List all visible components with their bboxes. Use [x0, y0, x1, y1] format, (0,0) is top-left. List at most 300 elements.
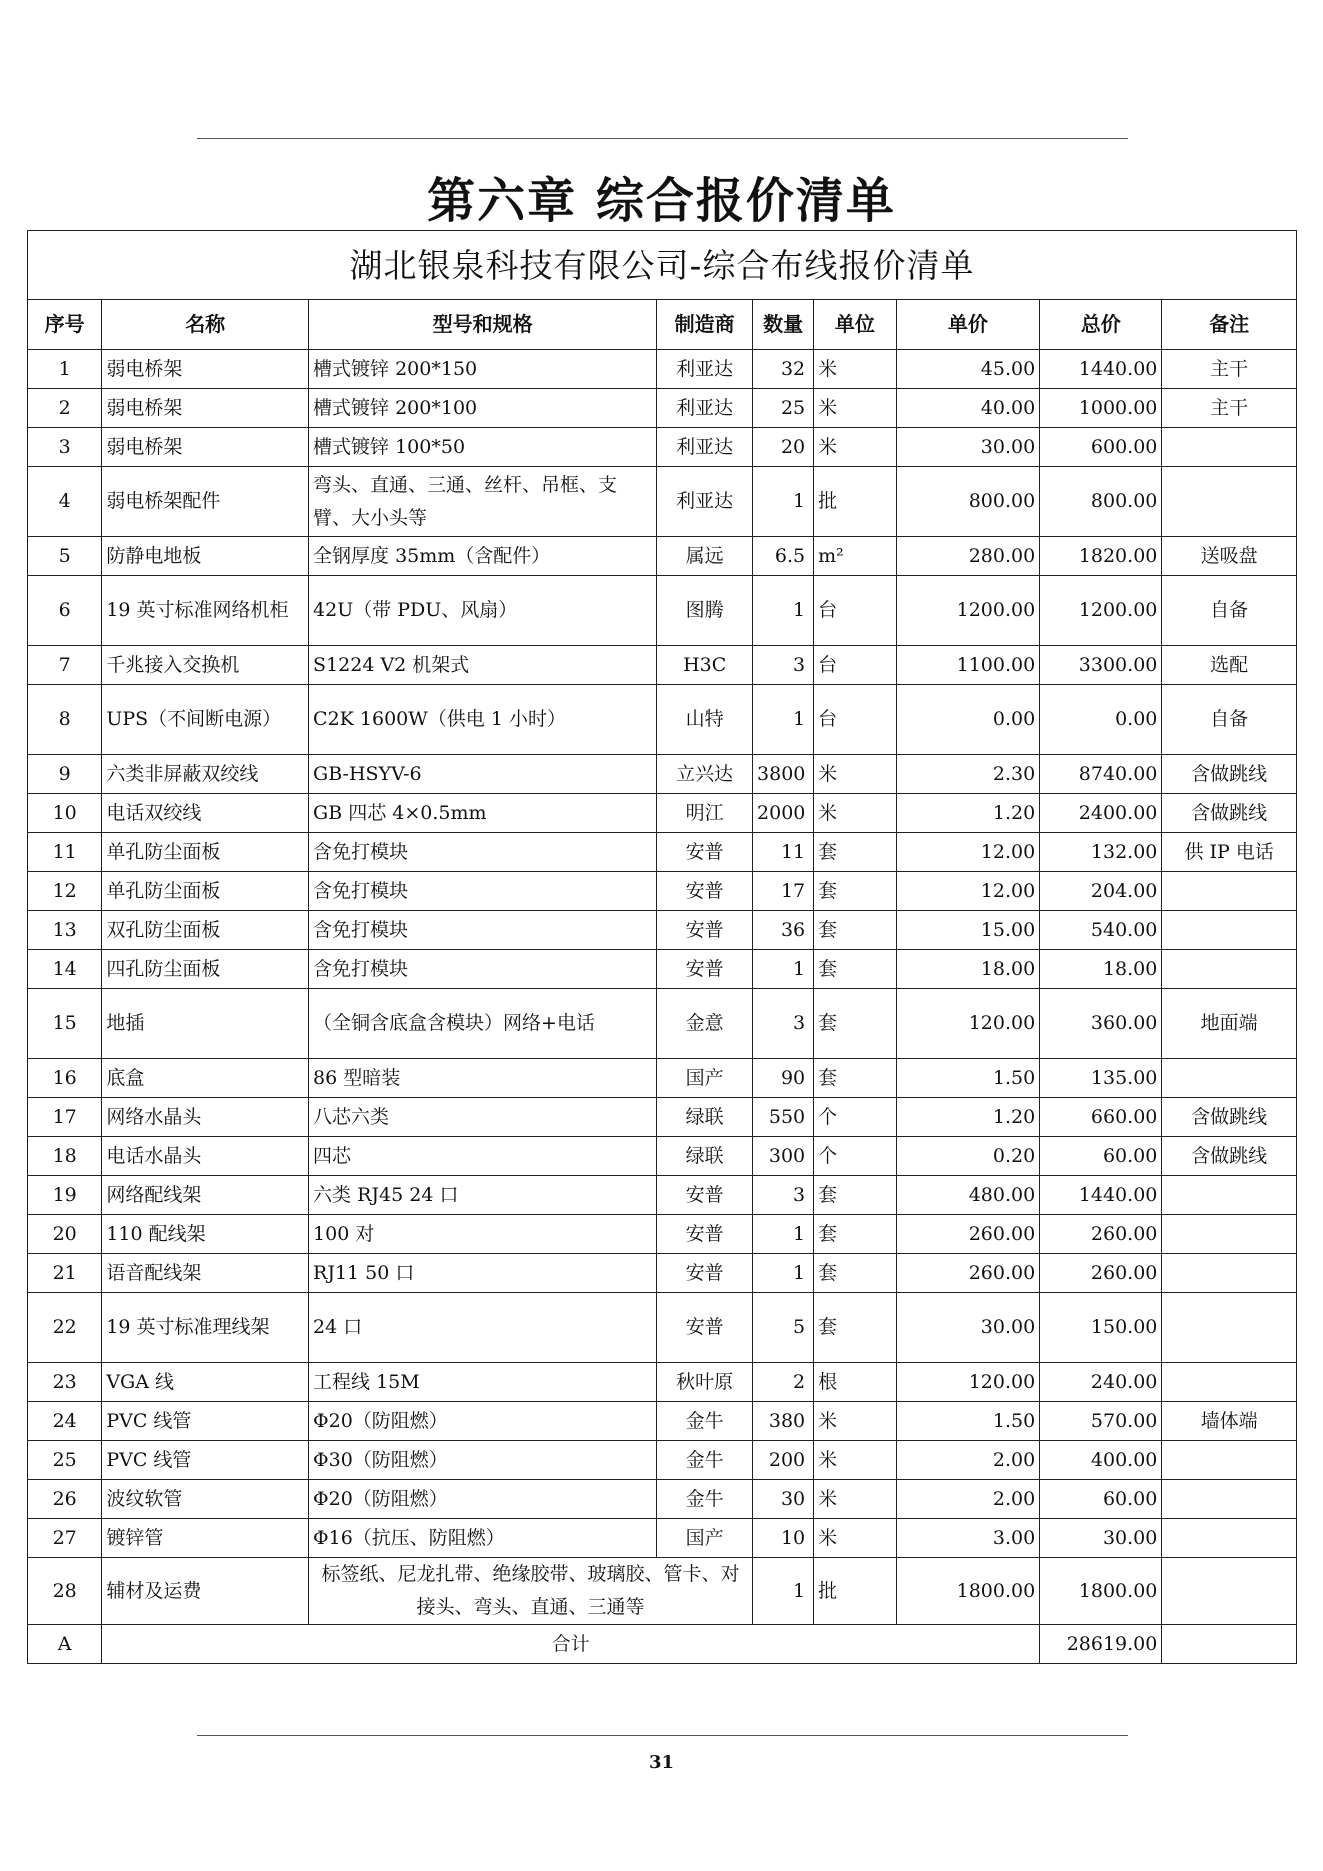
cell-price: 1.50: [896, 1402, 1040, 1441]
cell-spec: 含免打模块: [309, 950, 657, 989]
table-row: [28, 1215, 1297, 1254]
cell-maker: 利亚达: [657, 350, 753, 389]
cell-name: 网络水晶头: [102, 1098, 309, 1137]
cell-unit: 米: [814, 428, 896, 467]
cell-spec: C2K 1600W（供电 1 小时）: [309, 685, 657, 755]
cell-qty: 20: [753, 428, 814, 467]
cell-qty: 3: [753, 1176, 814, 1215]
table-row: [28, 537, 1297, 576]
cell-qty: 380: [753, 1402, 814, 1441]
table-row: [28, 872, 1297, 911]
cell-unit: 米: [814, 755, 896, 794]
cell-price: 480.00: [896, 1176, 1040, 1215]
cell-maker: 金牛: [657, 1402, 753, 1441]
cell-name: 弱电桥架: [102, 350, 309, 389]
cell-maker: 绿联: [657, 1098, 753, 1137]
cell-qty: 1: [753, 467, 814, 537]
cell-name: 底盒: [102, 1059, 309, 1098]
cell-price: 1100.00: [896, 646, 1040, 685]
cell-maker: 山特: [657, 685, 753, 755]
cell-total: 60.00: [1040, 1480, 1162, 1519]
cell-total: 1800.00: [1040, 1558, 1162, 1625]
cell-price: 18.00: [896, 950, 1040, 989]
cell-spec: 42U（带 PDU、风扇）: [309, 576, 657, 646]
header-no: 序号: [28, 300, 102, 350]
cell-total: 1820.00: [1040, 537, 1162, 576]
cell-note: 含做跳线: [1162, 1098, 1297, 1137]
cell-total: 600.00: [1040, 428, 1162, 467]
cell-name: PVC 线管: [102, 1441, 309, 1480]
cell-maker: 安普: [657, 1293, 753, 1363]
cell-total: 18.00: [1040, 950, 1162, 989]
cell-price: 2.30: [896, 755, 1040, 794]
table-row: [28, 833, 1297, 872]
cell-spec: RJ11 50 口: [309, 1254, 657, 1293]
cell-note: [1162, 950, 1297, 989]
cell-total: 60.00: [1040, 1137, 1162, 1176]
table-row: [28, 950, 1297, 989]
cell-total: 260.00: [1040, 1215, 1162, 1254]
cell-no: 15: [28, 989, 102, 1059]
cell-unit: 批: [814, 1558, 896, 1625]
header-price: 单价: [896, 300, 1040, 350]
cell-unit: 根: [814, 1363, 896, 1402]
cell-unit: 米: [814, 1402, 896, 1441]
cell-spec: S1224 V2 机架式: [309, 646, 657, 685]
cell-no: 9: [28, 755, 102, 794]
cell-total: 132.00: [1040, 833, 1162, 872]
table-body: [28, 350, 1297, 1625]
total-row-label: 合计: [102, 1625, 1040, 1664]
cell-unit: 套: [814, 833, 896, 872]
cell-unit: 米: [814, 389, 896, 428]
cell-note: 供 IP 电话: [1162, 833, 1297, 872]
cell-unit: 套: [814, 1254, 896, 1293]
cell-note: 自备: [1162, 576, 1297, 646]
cell-maker: 国产: [657, 1519, 753, 1558]
table-row: [28, 755, 1297, 794]
cell-no: 11: [28, 833, 102, 872]
cell-no: 12: [28, 872, 102, 911]
cell-note: [1162, 1519, 1297, 1558]
table-row: [28, 1519, 1297, 1558]
cell-qty: 17: [753, 872, 814, 911]
cell-maker: 安普: [657, 911, 753, 950]
table-row: [28, 1098, 1297, 1137]
cell-spec: GB-HSYV-6: [309, 755, 657, 794]
cell-no: 22: [28, 1293, 102, 1363]
cell-qty: 10: [753, 1519, 814, 1558]
cell-name: 弱电桥架配件: [102, 467, 309, 537]
table-row: [28, 1059, 1297, 1098]
cell-total: 3300.00: [1040, 646, 1162, 685]
cell-note: [1162, 1480, 1297, 1519]
cell-maker: 安普: [657, 872, 753, 911]
cell-price: 0.20: [896, 1137, 1040, 1176]
cell-qty: 550: [753, 1098, 814, 1137]
cell-total: 2400.00: [1040, 794, 1162, 833]
cell-name: 电话双绞线: [102, 794, 309, 833]
cell-name: 19 英寸标准网络机柜: [102, 576, 309, 646]
cell-name: 19 英寸标准理线架: [102, 1293, 309, 1363]
cell-maker: 国产: [657, 1059, 753, 1098]
cell-note: [1162, 1254, 1297, 1293]
cell-maker: 金牛: [657, 1480, 753, 1519]
cell-total: 800.00: [1040, 467, 1162, 537]
cell-maker: 利亚达: [657, 389, 753, 428]
cell-qty: 1: [753, 1558, 814, 1625]
cell-total: 30.00: [1040, 1519, 1162, 1558]
cell-unit: 米: [814, 350, 896, 389]
cell-name: 110 配线架: [102, 1215, 309, 1254]
cell-unit: 套: [814, 1059, 896, 1098]
cell-price: 120.00: [896, 1363, 1040, 1402]
cell-no: 16: [28, 1059, 102, 1098]
table-row: [28, 1480, 1297, 1519]
cell-qty: 2000: [753, 794, 814, 833]
cell-note: [1162, 1215, 1297, 1254]
cell-maker: 金意: [657, 989, 753, 1059]
cell-spec: Φ20（防阻燃）: [309, 1480, 657, 1519]
cell-no: 10: [28, 794, 102, 833]
cell-qty: 3800: [753, 755, 814, 794]
cell-unit: 台: [814, 646, 896, 685]
cell-total: 260.00: [1040, 1254, 1162, 1293]
cell-maker: 安普: [657, 950, 753, 989]
cell-note: [1162, 467, 1297, 537]
cell-price: 15.00: [896, 911, 1040, 950]
table-row: [28, 1402, 1297, 1441]
table-row: [28, 1137, 1297, 1176]
table-row: [28, 685, 1297, 755]
table-row: [28, 467, 1297, 537]
cell-maker: 利亚达: [657, 467, 753, 537]
cell-name: 镀锌管: [102, 1519, 309, 1558]
cell-spec: Φ16（抗压、防阻燃）: [309, 1519, 657, 1558]
cell-maker: 秋叶原: [657, 1363, 753, 1402]
cell-note: [1162, 1176, 1297, 1215]
cell-spec: （全铜含底盒含模块）网络+电话: [309, 989, 657, 1059]
cell-maker: 立兴达: [657, 755, 753, 794]
cell-qty: 2: [753, 1363, 814, 1402]
cell-price: 1.20: [896, 1098, 1040, 1137]
cell-total: 240.00: [1040, 1363, 1162, 1402]
cell-note: [1162, 1059, 1297, 1098]
cell-qty: 5: [753, 1293, 814, 1363]
cell-price: 2.00: [896, 1441, 1040, 1480]
cell-maker: 属远: [657, 537, 753, 576]
cell-name: VGA 线: [102, 1363, 309, 1402]
cell-spec: 槽式镀锌 200*100: [309, 389, 657, 428]
cell-unit: 套: [814, 989, 896, 1059]
cell-total: 135.00: [1040, 1059, 1162, 1098]
cell-note: 含做跳线: [1162, 794, 1297, 833]
cell-maker: 明江: [657, 794, 753, 833]
cell-name: 弱电桥架: [102, 389, 309, 428]
cell-maker: 图腾: [657, 576, 753, 646]
table-row: [28, 911, 1297, 950]
cell-qty: 32: [753, 350, 814, 389]
cell-price: 280.00: [896, 537, 1040, 576]
table-row: [28, 576, 1297, 646]
cell-qty: 1: [753, 576, 814, 646]
cell-price: 3.00: [896, 1519, 1040, 1558]
cell-unit: 套: [814, 950, 896, 989]
cell-maker: 安普: [657, 833, 753, 872]
table-row: [28, 350, 1297, 389]
table-row: [28, 1176, 1297, 1215]
cell-qty: 3: [753, 646, 814, 685]
cell-qty: 6.5: [753, 537, 814, 576]
table-row: [28, 1254, 1297, 1293]
cell-total: 540.00: [1040, 911, 1162, 950]
cell-total: 150.00: [1040, 1293, 1162, 1363]
cell-maker: H3C: [657, 646, 753, 685]
cell-note: 自备: [1162, 685, 1297, 755]
header-qty: 数量: [753, 300, 814, 350]
cell-price: 1800.00: [896, 1558, 1040, 1625]
cell-name: 地插: [102, 989, 309, 1059]
cell-spec: 槽式镀锌 200*150: [309, 350, 657, 389]
cell-price: 800.00: [896, 467, 1040, 537]
total-row-amount: 28619.00: [1040, 1625, 1162, 1664]
cell-spec: 六类 RJ45 24 口: [309, 1176, 657, 1215]
cell-spec: GB 四芯 4×0.5mm: [309, 794, 657, 833]
header-name: 名称: [102, 300, 309, 350]
cell-name: 网络配线架: [102, 1176, 309, 1215]
cell-no: 26: [28, 1480, 102, 1519]
cell-note: 主干: [1162, 389, 1297, 428]
cell-name: 千兆接入交换机: [102, 646, 309, 685]
table-row: [28, 1363, 1297, 1402]
cell-name: 六类非屏蔽双绞线: [102, 755, 309, 794]
cell-qty: 3: [753, 989, 814, 1059]
cell-spec: 弯头、直通、三通、丝杆、吊框、支臂、大小头等: [309, 467, 657, 537]
cell-unit: m²: [814, 537, 896, 576]
cell-no: 17: [28, 1098, 102, 1137]
cell-price: 30.00: [896, 1293, 1040, 1363]
cell-total: 8740.00: [1040, 755, 1162, 794]
cell-maker: 安普: [657, 1176, 753, 1215]
cell-total: 1440.00: [1040, 350, 1162, 389]
cell-note: 墙体端: [1162, 1402, 1297, 1441]
cell-no: 1: [28, 350, 102, 389]
table-row: [28, 646, 1297, 685]
cell-price: 1.50: [896, 1059, 1040, 1098]
cell-price: 1.20: [896, 794, 1040, 833]
cell-total: 400.00: [1040, 1441, 1162, 1480]
cell-qty: 200: [753, 1441, 814, 1480]
cell-name: 语音配线架: [102, 1254, 309, 1293]
cell-qty: 1: [753, 950, 814, 989]
table-title: 湖北银泉科技有限公司-综合布线报价清单: [28, 231, 1297, 300]
cell-no: 21: [28, 1254, 102, 1293]
header-unit: 单位: [814, 300, 896, 350]
cell-price: 120.00: [896, 989, 1040, 1059]
cell-name: 双孔防尘面板: [102, 911, 309, 950]
table-row: [28, 428, 1297, 467]
cell-note: 送吸盘: [1162, 537, 1297, 576]
cell-no: 28: [28, 1558, 102, 1625]
cell-spec: 槽式镀锌 100*50: [309, 428, 657, 467]
header-note: 备注: [1162, 300, 1297, 350]
cell-spec: 八芯六类: [309, 1098, 657, 1137]
cell-spec: 四芯: [309, 1137, 657, 1176]
page-number: 31: [648, 1752, 675, 1773]
cell-price: 260.00: [896, 1215, 1040, 1254]
cell-no: 3: [28, 428, 102, 467]
cell-note: 选配: [1162, 646, 1297, 685]
cell-qty: 30: [753, 1480, 814, 1519]
cell-price: 40.00: [896, 389, 1040, 428]
cell-no: 4: [28, 467, 102, 537]
cell-price: 12.00: [896, 872, 1040, 911]
total-row-no: A: [28, 1625, 102, 1664]
cell-note: [1162, 1441, 1297, 1480]
cell-name: 弱电桥架: [102, 428, 309, 467]
cell-spec: 含免打模块: [309, 911, 657, 950]
cell-spec: 含免打模块: [309, 872, 657, 911]
cell-maker: 绿联: [657, 1137, 753, 1176]
cell-total: 1440.00: [1040, 1176, 1162, 1215]
cell-price: 12.00: [896, 833, 1040, 872]
cell-spec: 86 型暗装: [309, 1059, 657, 1098]
cell-total: 360.00: [1040, 989, 1162, 1059]
cell-no: 5: [28, 537, 102, 576]
table-row: [28, 989, 1297, 1059]
cell-unit: 套: [814, 1215, 896, 1254]
cell-unit: 米: [814, 794, 896, 833]
cell-note: [1162, 1558, 1297, 1625]
cell-unit: 台: [814, 685, 896, 755]
cell-maker: 利亚达: [657, 428, 753, 467]
cell-qty: 11: [753, 833, 814, 872]
footer-rule: [197, 1735, 1128, 1736]
cell-note: 含做跳线: [1162, 755, 1297, 794]
cell-name: 波纹软管: [102, 1480, 309, 1519]
cell-spec: 工程线 15M: [309, 1363, 657, 1402]
cell-qty: 1: [753, 685, 814, 755]
table-row: [28, 794, 1297, 833]
cell-price: 45.00: [896, 350, 1040, 389]
cell-note: [1162, 1363, 1297, 1402]
table-row: [28, 1441, 1297, 1480]
cell-spec: Φ30（防阻燃）: [309, 1441, 657, 1480]
total-row-note: [1162, 1625, 1297, 1664]
table-row: [28, 1558, 1297, 1625]
cell-unit: 套: [814, 1293, 896, 1363]
cell-qty: 25: [753, 389, 814, 428]
cell-name: 辅材及运费: [102, 1558, 309, 1625]
header-spec: 型号和规格: [309, 300, 657, 350]
cell-no: 23: [28, 1363, 102, 1402]
quote-table: [27, 230, 1297, 1664]
table-header-row: [28, 300, 1297, 350]
cell-maker: 金牛: [657, 1441, 753, 1480]
cell-note: [1162, 1293, 1297, 1363]
cell-unit: 套: [814, 872, 896, 911]
cell-qty: 1: [753, 1254, 814, 1293]
cell-unit: 台: [814, 576, 896, 646]
cell-no: 6: [28, 576, 102, 646]
cell-spec: 标签纸、尼龙扎带、绝缘胶带、玻璃胶、管卡、对接头、弯头、直通、三通等: [309, 1558, 753, 1625]
cell-spec: 100 对: [309, 1215, 657, 1254]
cell-spec: 含免打模块: [309, 833, 657, 872]
cell-note: 含做跳线: [1162, 1137, 1297, 1176]
cell-total: 1000.00: [1040, 389, 1162, 428]
cell-note: 地面端: [1162, 989, 1297, 1059]
cell-price: 2.00: [896, 1480, 1040, 1519]
cell-qty: 300: [753, 1137, 814, 1176]
cell-spec: 24 口: [309, 1293, 657, 1363]
cell-no: 8: [28, 685, 102, 755]
cell-no: 25: [28, 1441, 102, 1480]
cell-unit: 个: [814, 1137, 896, 1176]
cell-name: UPS（不间断电源）: [102, 685, 309, 755]
cell-price: 0.00: [896, 685, 1040, 755]
header-maker: 制造商: [657, 300, 753, 350]
cell-name: 单孔防尘面板: [102, 872, 309, 911]
cell-maker: 安普: [657, 1254, 753, 1293]
cell-no: 24: [28, 1402, 102, 1441]
cell-unit: 套: [814, 911, 896, 950]
cell-note: 主干: [1162, 350, 1297, 389]
cell-total: 204.00: [1040, 872, 1162, 911]
cell-spec: Φ20（防阻燃）: [309, 1402, 657, 1441]
chapter-title: 第六章 综合报价清单: [427, 173, 896, 229]
cell-no: 2: [28, 389, 102, 428]
cell-unit: 米: [814, 1441, 896, 1480]
cell-no: 18: [28, 1137, 102, 1176]
cell-unit: 套: [814, 1176, 896, 1215]
cell-no: 7: [28, 646, 102, 685]
header-total: 总价: [1040, 300, 1162, 350]
cell-total: 0.00: [1040, 685, 1162, 755]
cell-name: 电话水晶头: [102, 1137, 309, 1176]
cell-price: 260.00: [896, 1254, 1040, 1293]
cell-qty: 36: [753, 911, 814, 950]
cell-unit: 批: [814, 467, 896, 537]
cell-qty: 1: [753, 1215, 814, 1254]
cell-total: 1200.00: [1040, 576, 1162, 646]
total-row: [28, 1625, 1297, 1664]
cell-price: 30.00: [896, 428, 1040, 467]
cell-no: 20: [28, 1215, 102, 1254]
cell-no: 13: [28, 911, 102, 950]
cell-note: [1162, 911, 1297, 950]
cell-name: 防静电地板: [102, 537, 309, 576]
cell-name: 四孔防尘面板: [102, 950, 309, 989]
cell-note: [1162, 428, 1297, 467]
cell-unit: 米: [814, 1480, 896, 1519]
table-row: [28, 389, 1297, 428]
cell-total: 660.00: [1040, 1098, 1162, 1137]
table-row: [28, 1293, 1297, 1363]
cell-price: 1200.00: [896, 576, 1040, 646]
header-rule: [197, 138, 1128, 139]
cell-unit: 米: [814, 1519, 896, 1558]
cell-maker: 安普: [657, 1215, 753, 1254]
cell-name: PVC 线管: [102, 1402, 309, 1441]
cell-no: 14: [28, 950, 102, 989]
cell-name: 单孔防尘面板: [102, 833, 309, 872]
cell-unit: 个: [814, 1098, 896, 1137]
cell-spec: 全钢厚度 35mm（含配件）: [309, 537, 657, 576]
cell-total: 570.00: [1040, 1402, 1162, 1441]
cell-no: 19: [28, 1176, 102, 1215]
cell-no: 27: [28, 1519, 102, 1558]
cell-note: [1162, 872, 1297, 911]
